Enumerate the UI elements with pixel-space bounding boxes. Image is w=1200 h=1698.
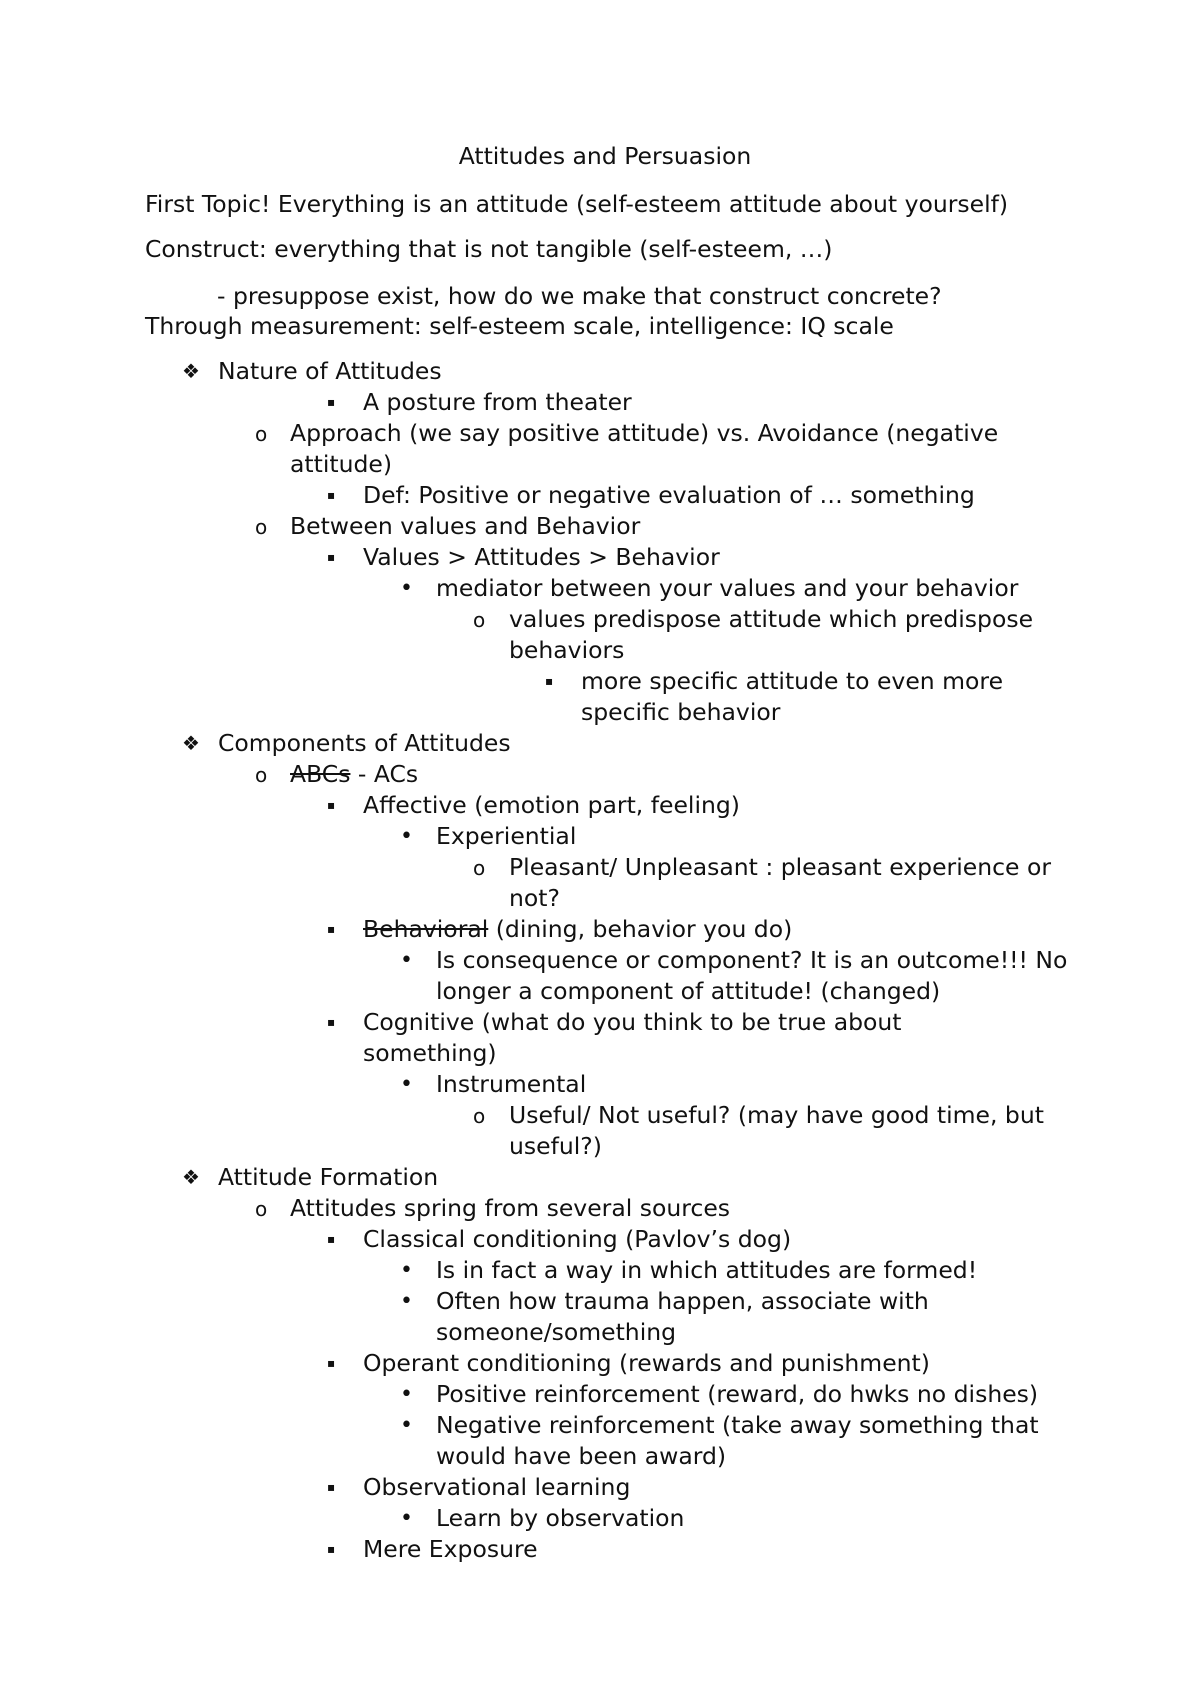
outline-item-text: Positive reinforcement (reward, do hwks no dishes) [436, 1380, 1039, 1408]
dot-bullet-icon: • [400, 576, 413, 601]
outline-item [182, 356, 1018, 387]
outline-item [473, 604, 1069, 666]
outline-item [400, 1379, 1076, 1410]
outline-item [327, 1534, 1063, 1565]
square-bullet-icon: ▪ [545, 674, 554, 688]
outline-item-text: mediator between your values and your behavior [436, 574, 1019, 602]
square-bullet-icon: ▪ [327, 395, 336, 409]
outline-item-text [290, 759, 1060, 790]
square-bullet-icon: ▪ [327, 1232, 336, 1246]
dot-bullet-icon: • [400, 1072, 413, 1097]
square-bullet-icon: ▪ [327, 550, 336, 564]
dot-bullet-icon: • [400, 1382, 413, 1407]
circle-bullet-icon: o [255, 1197, 268, 1221]
outline-item-text: Classical conditioning (Pavlov’s dog) [363, 1225, 792, 1253]
outline-item-text: Is consequence or component? It is an outcome!!! No longer a component of attitude! (changed) [436, 946, 1068, 1005]
outline-item-text: Components of Attitudes [218, 729, 511, 757]
outline-item-text: Cognitive (what do you think to be true about something) [363, 1008, 902, 1067]
outline-item [182, 728, 1018, 759]
outline-item [255, 418, 1060, 480]
outline-item [327, 387, 1063, 418]
outline-item [327, 914, 1063, 945]
square-bullet-icon: ▪ [327, 1015, 336, 1029]
outline-item [545, 666, 1071, 728]
outline-item [327, 1348, 1063, 1379]
outline-item [400, 1255, 1066, 1286]
outline-item-text: Between values and Behavior [290, 512, 641, 540]
outline-item [327, 1224, 1063, 1255]
square-bullet-icon: ▪ [327, 488, 336, 502]
circle-bullet-icon: o [255, 422, 268, 446]
outline-item [182, 1162, 1018, 1193]
dot-bullet-icon: • [400, 1258, 413, 1283]
outline-item-text: Instrumental [436, 1070, 587, 1098]
outline-item-text: Often how trauma happen, associate with someone/something [436, 1287, 929, 1346]
outline-item-text: A posture from theater [363, 388, 632, 416]
circle-bullet-icon: o [473, 1104, 486, 1128]
square-bullet-icon: ▪ [327, 1480, 336, 1494]
outline-item-text: Attitude Formation [218, 1163, 439, 1191]
outline-item-text: Values > Attitudes > Behavior [363, 543, 720, 571]
outline-item [327, 480, 1063, 511]
document-title: Attitudes and Persuasion [458, 142, 752, 170]
outline-item [400, 573, 1066, 604]
outline-item [255, 1193, 1060, 1224]
outline-item [327, 1472, 1063, 1503]
outline-item [255, 759, 1060, 790]
diamond-bullet-icon: ❖ [182, 1165, 200, 1189]
struck-text: Behavioral [363, 915, 489, 943]
outline-item-text: Approach (we say positive attitude) vs. Avoidance (negative attitude) [290, 419, 999, 478]
outline-item [473, 1100, 1084, 1162]
paragraph-first-topic: First Topic! Everything is an attitude (self-esteem attitude about yourself) [145, 190, 1009, 218]
circle-bullet-icon: o [473, 608, 486, 632]
outline-item-text: Def: Positive or negative evaluation of … something [363, 481, 975, 509]
outline-item-text: Operant conditioning (rewards and punishment) [363, 1349, 930, 1377]
outline-item [327, 542, 1063, 573]
circle-bullet-icon: o [255, 763, 268, 787]
outline-item-text: Attitudes spring from several sources [290, 1194, 731, 1222]
square-bullet-icon: ▪ [327, 798, 336, 812]
outline-item-text: more specific attitude to even more specific behavior [581, 667, 1004, 726]
dot-bullet-icon: • [400, 1413, 413, 1438]
square-bullet-icon: ▪ [327, 1356, 336, 1370]
dot-bullet-icon: • [400, 1506, 413, 1531]
outline-item-text: values predispose attitude which predispose behaviors [509, 605, 1034, 664]
outline-item [327, 790, 1063, 821]
dot-bullet-icon: • [400, 1289, 413, 1314]
struck-text: ABCs [290, 760, 351, 788]
outline-item-label: - ACs [350, 760, 419, 788]
paragraph-presuppose: - presuppose exist, how do we make that construct concrete? [217, 282, 942, 310]
outline-item [400, 1503, 1066, 1534]
dot-bullet-icon: • [400, 824, 413, 849]
outline-item-text [363, 914, 1063, 945]
outline-item-text: Pleasant/ Unpleasant : pleasant experience or not? [509, 853, 1051, 912]
diamond-bullet-icon: ❖ [182, 359, 200, 383]
outline-item-text: Learn by observation [436, 1504, 685, 1532]
outline-item-text: Is in fact a way in which attitudes are formed! [436, 1256, 978, 1284]
square-bullet-icon: ▪ [327, 1542, 336, 1556]
circle-bullet-icon: o [255, 515, 268, 539]
dot-bullet-icon: • [400, 948, 413, 973]
outline-item [400, 945, 1076, 1007]
outline-item-text: Negative reinforcement (take away something that would have been award) [436, 1411, 1039, 1470]
paragraph-construct: Construct: everything that is not tangible (self-esteem, …) [145, 235, 833, 263]
paragraph-measurement: Through measurement: self-esteem scale, intelligence: IQ scale [145, 312, 894, 340]
outline-item-text: Experiential [436, 822, 577, 850]
outline-item-text: Useful/ Not useful? (may have good time, but useful?) [509, 1101, 1044, 1160]
outline-item [473, 852, 1069, 914]
square-bullet-icon: ▪ [327, 922, 336, 936]
outline-item [400, 821, 1066, 852]
outline-item [400, 1410, 1076, 1472]
outline-item [327, 1007, 943, 1069]
diamond-bullet-icon: ❖ [182, 731, 200, 755]
outline-item [400, 1069, 1066, 1100]
outline-item-text: Nature of Attitudes [218, 357, 442, 385]
outline-item-text: Mere Exposure [363, 1535, 538, 1563]
outline-item [255, 511, 1060, 542]
outline-item-label: (dining, behavior you do) [488, 915, 793, 943]
circle-bullet-icon: o [473, 856, 486, 880]
outline-item [400, 1286, 956, 1348]
outline-item-text: Observational learning [363, 1473, 631, 1501]
outline-item-text: Affective (emotion part, feeling) [363, 791, 740, 819]
